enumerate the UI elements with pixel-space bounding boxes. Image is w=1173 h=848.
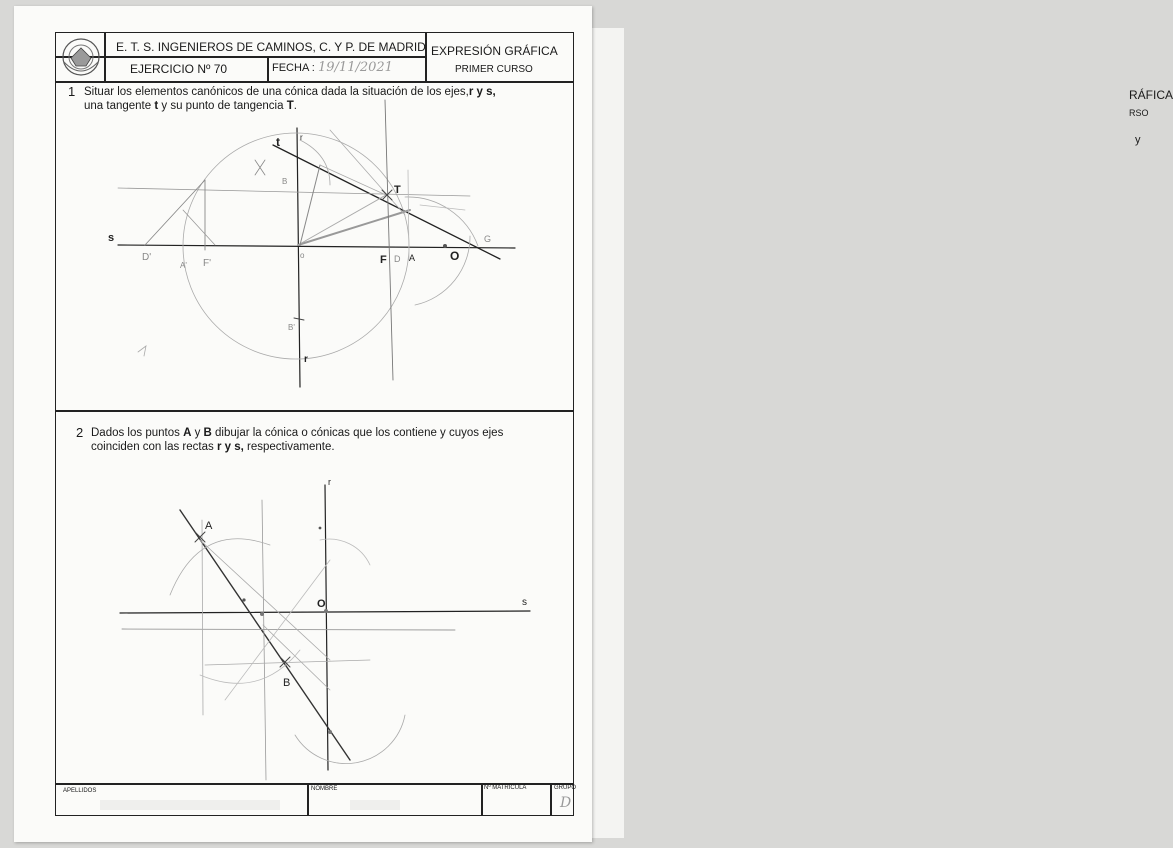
arc-2 <box>415 236 470 305</box>
construction-line-8 <box>330 130 405 215</box>
problem1-line2-text: una tangente <box>84 100 155 112</box>
label-F: F <box>380 254 387 266</box>
group-value: D <box>560 795 572 811</box>
label-G: G <box>484 234 492 244</box>
problem2-line1-text: Dados los puntos <box>91 427 184 439</box>
construction-line-15 <box>200 540 330 660</box>
problem2-point-a-name: A <box>183 427 192 439</box>
construction-line-5 <box>298 195 386 245</box>
axis-s-1 <box>118 245 515 248</box>
arc-1 <box>405 197 478 246</box>
focal-radius <box>298 210 410 245</box>
construction-dot-3 <box>328 730 332 734</box>
subject-title: EXPRESIÓN GRÁFICA <box>431 44 558 58</box>
matricula-label: Nº MATRÍCULA <box>484 785 527 791</box>
problem1-line1-text: Situar los elementos canónicos de una cónica dada la situación de los ejes, <box>84 86 469 98</box>
arc-6 <box>320 539 370 565</box>
problem1-tangent-name: t <box>154 100 159 112</box>
problem1-point-name: T <box>286 100 294 112</box>
problem2-line1-end: dibujar la cónica o cónicas que los contiene y cuyos ejes <box>211 427 504 439</box>
point-O-dot <box>443 244 447 248</box>
label-T: T <box>394 184 401 196</box>
label-s-1: s <box>108 232 115 244</box>
label-r-2: r <box>328 477 331 487</box>
course-label: PRIMER CURSO <box>455 64 533 75</box>
label-O: O <box>450 249 460 263</box>
label-A-2: A <box>205 520 213 532</box>
label-O-2: O <box>317 598 326 610</box>
date-value: 19/11/2021 <box>318 60 393 75</box>
arc-5 <box>295 715 405 764</box>
underlying-subtitle: RSO <box>1129 108 1149 118</box>
construction-line-6 <box>300 165 320 245</box>
label-r-bottom-1: r <box>304 354 308 365</box>
problem1-line2-end: . <box>293 100 297 112</box>
construction-dot-2 <box>319 527 322 530</box>
problem2-point-b-name: B <box>203 427 212 439</box>
label-D: D <box>394 254 401 264</box>
label-A: A <box>409 253 416 263</box>
construction-dot-1 <box>242 598 245 601</box>
problem1-axes-names: r y s, <box>468 86 496 98</box>
label-A1: A' <box>180 261 187 270</box>
construction-line-11 <box>122 629 455 630</box>
directrix-d <box>385 100 393 380</box>
problem1-number: 1 <box>68 84 76 99</box>
label-D1: D' <box>142 252 152 263</box>
label-t: t <box>276 135 280 149</box>
arc-3 <box>300 140 330 185</box>
problem2-line2-text: coinciden con las rectas <box>91 441 217 453</box>
group-label: GRUPO <box>554 785 577 791</box>
label-r-top-1: r <box>300 133 303 142</box>
exercise-number: EJERCICIO Nº 70 <box>130 62 228 76</box>
underlying-title: RÁFICA <box>1129 88 1173 102</box>
construction-line-9 <box>408 170 409 260</box>
construction-line-4 <box>183 210 215 245</box>
problem2-line1-and: y <box>191 427 204 439</box>
label-B-2: B <box>283 677 291 689</box>
stray-mark <box>138 346 146 356</box>
name-label: NOMBRE <box>311 786 338 792</box>
construction-line-1 <box>118 188 470 196</box>
problem2-drawing <box>120 485 530 780</box>
arc-4 <box>170 539 270 595</box>
label-B: B <box>282 177 288 186</box>
construction-line-12 <box>262 500 266 780</box>
date-label: FECHA : <box>272 62 315 74</box>
label-o-small: o <box>300 251 305 260</box>
school-name: E. T. S. INGENIEROS DE CAMINOS, C. Y P. DE MADRID <box>116 40 426 54</box>
surname-label: APELLIDOS <box>63 788 97 794</box>
vertex-dot-1 <box>260 612 264 616</box>
construction-line-2 <box>145 180 205 245</box>
problem1-line2-mid: y su punto de tangencia <box>158 100 287 112</box>
underlying-text: y <box>1135 134 1141 146</box>
label-B1: B' <box>288 323 295 332</box>
problem2-axes-names: r y s, <box>216 441 244 453</box>
problem2-line2-end: respectivamente. <box>243 441 335 453</box>
problem2-labels <box>205 477 527 689</box>
problem1-drawing <box>118 100 515 387</box>
label-s-2: s <box>522 597 527 608</box>
problem2-number: 2 <box>76 425 84 440</box>
label-F1: F' <box>203 258 212 269</box>
